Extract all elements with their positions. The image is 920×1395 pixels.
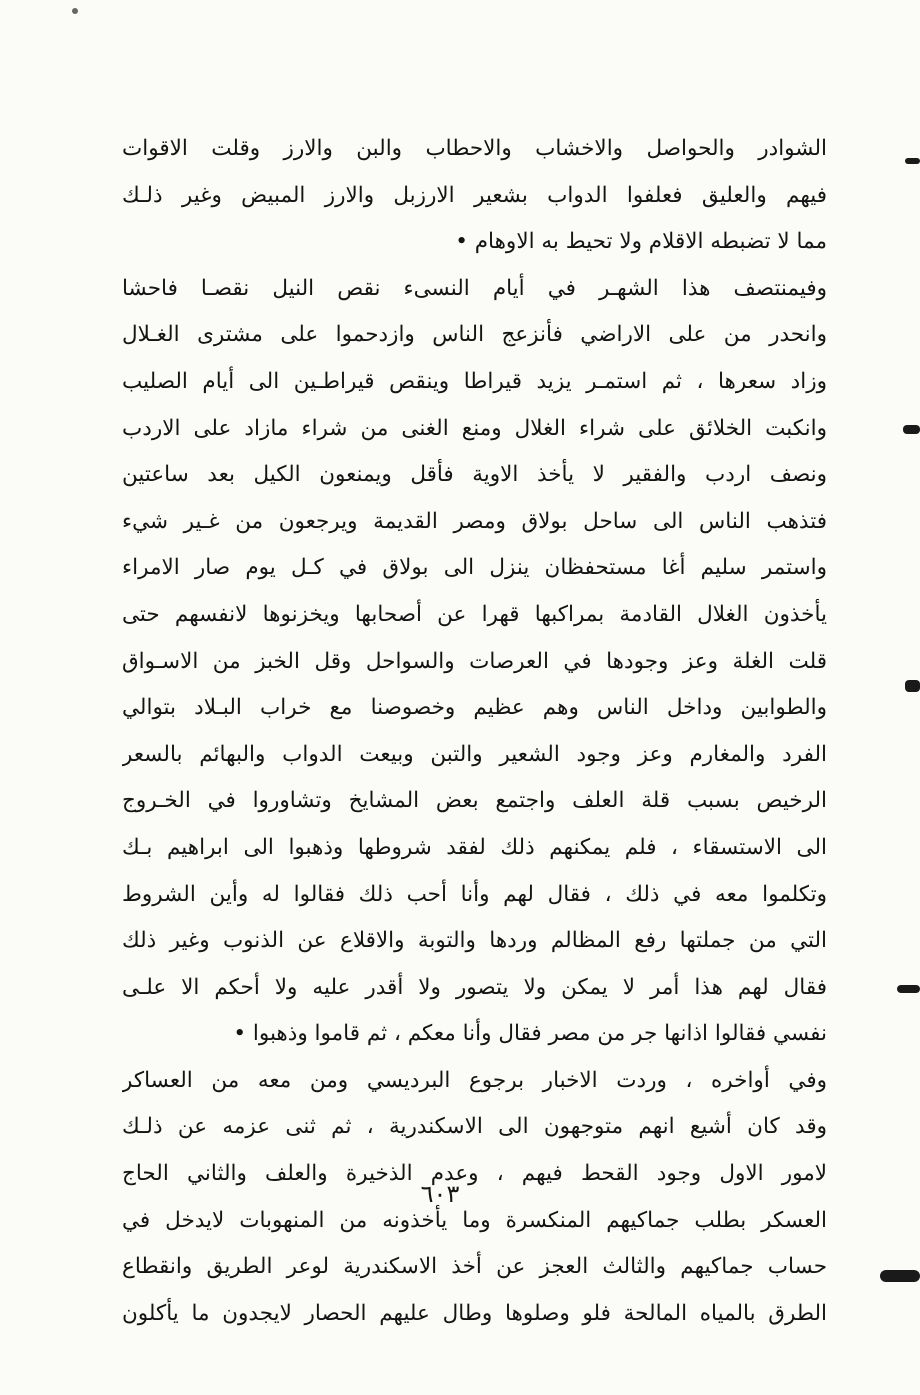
text-line: الى الاستسقاء ، فلم يمكنهم ذلك لفقد شروطها وذهبوا الى ابراهيم بـك [122, 834, 827, 860]
text-line: لامور الاول وجود القحط فيهم ، وعدم الذخيرة والعلف والثاني الحاج [122, 1161, 827, 1187]
text-line: فتذهب الناس الى ساحل بولاق ومصر القديمة ويرجعون من غـير شيء [122, 508, 827, 534]
scan-edge-mark [905, 680, 920, 692]
scan-edge-mark [905, 158, 920, 164]
text-line: وانحدر من على الاراضي فأنزعج الناس وازدحموا على مشترى الغـلال [122, 322, 827, 348]
text-line: نفسي فقالوا اذانها جر من مصر فقال وأنا معكم ، ثم قاموا وذهبوا • [233, 1021, 827, 1047]
scan-speck [72, 8, 78, 14]
text-line: وزاد سعرها ، ثم استمـر يزيد قيراطا وينقص قيراطـين الى أيام الصليب [122, 368, 827, 394]
text-line: واستمر سليم أغا مستحفظان ينزل الى بولاق في كـل يوم صار الامراء [122, 555, 827, 581]
text-line: فيهم والعليق فعلفوا الدواب بشعير الارزبل والارز المبيض وغير ذلـك [122, 182, 827, 208]
text-line: التي من جملتها رفع المظالم وردها والتوبة والاقلاع عن الذنوب وغير ذلك [122, 928, 827, 954]
text-line: ونصف اردب والفقير لا يأخذ الاوية فأقل ويمنعون الكيل بعد ساعتين [122, 462, 827, 488]
text-line: يأخذون الغلال القادمة بمراكبها قهرا عن أصحابها ويخزنوها لانفسهم حتى [122, 601, 827, 627]
text-line: فقال لهم هذا أمر لا يمكن ولا يتصور ولا أقدر عليه ولا أحكم الا علـى [122, 974, 827, 1000]
text-line: قلت الغلة وعز وجودها في العرصات والسواحل وقل الخبز من الاسـواق [122, 648, 827, 674]
text-line: الطرق بالمياه المالحة فلو وصلوها وطال عليهم الحصار لايجدون ما يأكلون [122, 1300, 827, 1326]
text-line: الفرد والمغارم وعز وجود الشعير والتبن وبيعت الدواب والبهائم بالسعر [122, 741, 827, 767]
text-line: وفيمنتصف هذا الشهـر في أيام النسىء نقص النيل نقصـا فاحشا [122, 275, 827, 301]
text-line: الرخيص بسبب قلة العلف واجتمع بعض المشايخ وتشاوروا في الخـروج [122, 788, 827, 814]
text-line: مما لا تضبطه الاقلام ولا تحيط به الاوهام • [455, 229, 827, 255]
text-line: وانكبت الخلائق على شراء الغلال ومنع الغنى من شراء مازاد على الاردب [122, 415, 827, 441]
scan-edge-mark [880, 1270, 920, 1282]
scan-edge-mark [897, 985, 920, 993]
text-line: وقد كان أشيع انهم متوجهون الى الاسكندرية ، ثم ثنى عزمه عن ذلـك [122, 1114, 827, 1140]
scan-edge-mark [903, 425, 920, 434]
page-number: ٦٠٣ [420, 1180, 460, 1208]
text-line: حساب جماكيهم والثالث العجز عن أخذ الاسكندرية لوعر الطريق وانقطاع [122, 1254, 827, 1280]
text-line: وتكلموا معه في ذلك ، فقال لهم وأنا أحب ذلك فقالوا له وأين الشروط [122, 881, 827, 907]
text-line: الشوادر والحواصل والاخشاب والاحطاب والبن والارز وقلت الاقوات [122, 136, 827, 161]
text-line: وفي أواخره ، وردت الاخبار برجوع البرديسي ومن معه من العساكر [122, 1067, 827, 1093]
body-text [122, 126, 827, 1337]
text-line: والطوابين وداخل الناس وهم عظيم وخصوصنا مع خراب البـلاد بتوالي [122, 695, 827, 721]
text-line: العسكر بطلب جماكيهم المنكسرة وما يأخذونه من المنهوبات لايدخل في [122, 1207, 827, 1233]
